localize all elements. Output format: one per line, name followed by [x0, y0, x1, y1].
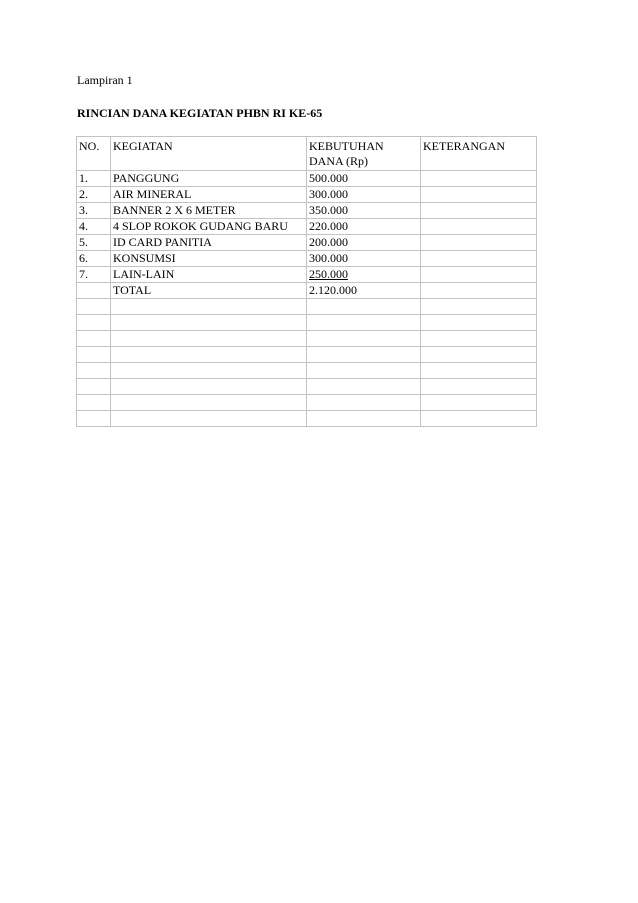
row-keterangan	[421, 219, 537, 235]
row-kegiatan: 4 SLOP ROKOK GUDANG BARU	[111, 219, 307, 235]
empty-row	[77, 411, 537, 427]
empty-cell	[307, 411, 421, 427]
empty-cell	[307, 315, 421, 331]
table-row	[77, 219, 537, 235]
row-keterangan	[421, 171, 537, 187]
empty-cell	[421, 411, 537, 427]
table-row	[77, 251, 537, 267]
empty-cell	[111, 347, 307, 363]
row-no: 7.	[77, 267, 111, 283]
header-keterangan: KETERANGAN	[421, 137, 537, 171]
empty-cell	[421, 299, 537, 315]
empty-row	[77, 347, 537, 363]
document-title: RINCIAN DANA KEGIATAN PHBN RI KE-65	[77, 106, 323, 120]
table-header-row	[77, 137, 537, 171]
row-no: 5.	[77, 235, 111, 251]
empty-cell	[111, 395, 307, 411]
row-keterangan	[421, 251, 537, 267]
empty-cell	[77, 299, 111, 315]
empty-row	[77, 299, 537, 315]
empty-row	[77, 395, 537, 411]
table-row	[77, 235, 537, 251]
empty-cell	[77, 395, 111, 411]
empty-cell	[307, 331, 421, 347]
row-no: 3.	[77, 203, 111, 219]
empty-cell	[421, 315, 537, 331]
empty-cell	[77, 411, 111, 427]
row-kebutuhan: 300.000	[307, 251, 421, 267]
empty-cell	[111, 299, 307, 315]
row-kebutuhan: 220.000	[307, 219, 421, 235]
row-kebutuhan: 300.000	[307, 187, 421, 203]
header-kegiatan: KEGIATAN	[111, 137, 307, 171]
table-row	[77, 267, 537, 283]
row-no: 2.	[77, 187, 111, 203]
empty-cell	[111, 379, 307, 395]
header-kebutuhan-dana: KEBUTUHAN DANA (Rp)	[307, 137, 421, 171]
empty-cell	[307, 363, 421, 379]
row-no: 4.	[77, 219, 111, 235]
empty-row	[77, 363, 537, 379]
total-no	[77, 283, 111, 299]
empty-cell	[421, 363, 537, 379]
row-kebutuhan-value: 250.000	[309, 267, 348, 281]
row-kebutuhan: 350.000	[307, 203, 421, 219]
row-kegiatan: BANNER 2 X 6 METER	[111, 203, 307, 219]
empty-cell	[421, 395, 537, 411]
total-value: 2.120.000	[307, 283, 421, 299]
empty-cell	[307, 379, 421, 395]
empty-cell	[307, 347, 421, 363]
row-kegiatan: LAIN-LAIN	[111, 267, 307, 283]
row-no: 6.	[77, 251, 111, 267]
row-keterangan	[421, 267, 537, 283]
empty-cell	[421, 331, 537, 347]
row-no: 1.	[77, 171, 111, 187]
total-label: TOTAL	[111, 283, 307, 299]
total-keterangan	[421, 283, 537, 299]
table-row	[77, 187, 537, 203]
empty-cell	[111, 331, 307, 347]
empty-cell	[307, 299, 421, 315]
row-kegiatan: KONSUMSI	[111, 251, 307, 267]
empty-cell	[77, 331, 111, 347]
empty-cell	[111, 411, 307, 427]
empty-cell	[111, 363, 307, 379]
empty-cell	[77, 347, 111, 363]
empty-cell	[77, 379, 111, 395]
empty-row	[77, 331, 537, 347]
row-keterangan	[421, 235, 537, 251]
row-keterangan	[421, 203, 537, 219]
empty-cell	[111, 315, 307, 331]
row-kebutuhan: 500.000	[307, 171, 421, 187]
header-no: NO.	[77, 137, 111, 171]
empty-row	[77, 379, 537, 395]
empty-cell	[421, 379, 537, 395]
total-row	[77, 283, 537, 299]
empty-row	[77, 315, 537, 331]
row-kebutuhan	[307, 267, 421, 283]
table-row	[77, 203, 537, 219]
empty-cell	[77, 363, 111, 379]
row-kebutuhan: 200.000	[307, 235, 421, 251]
row-kegiatan: ID CARD PANITIA	[111, 235, 307, 251]
row-keterangan	[421, 187, 537, 203]
budget-table	[76, 136, 537, 427]
row-kegiatan: AIR MINERAL	[111, 187, 307, 203]
empty-cell	[307, 395, 421, 411]
row-kegiatan: PANGGUNG	[111, 171, 307, 187]
table-row	[77, 171, 537, 187]
empty-cell	[77, 315, 111, 331]
attachment-label: Lampiran 1	[77, 73, 133, 87]
empty-cell	[421, 347, 537, 363]
